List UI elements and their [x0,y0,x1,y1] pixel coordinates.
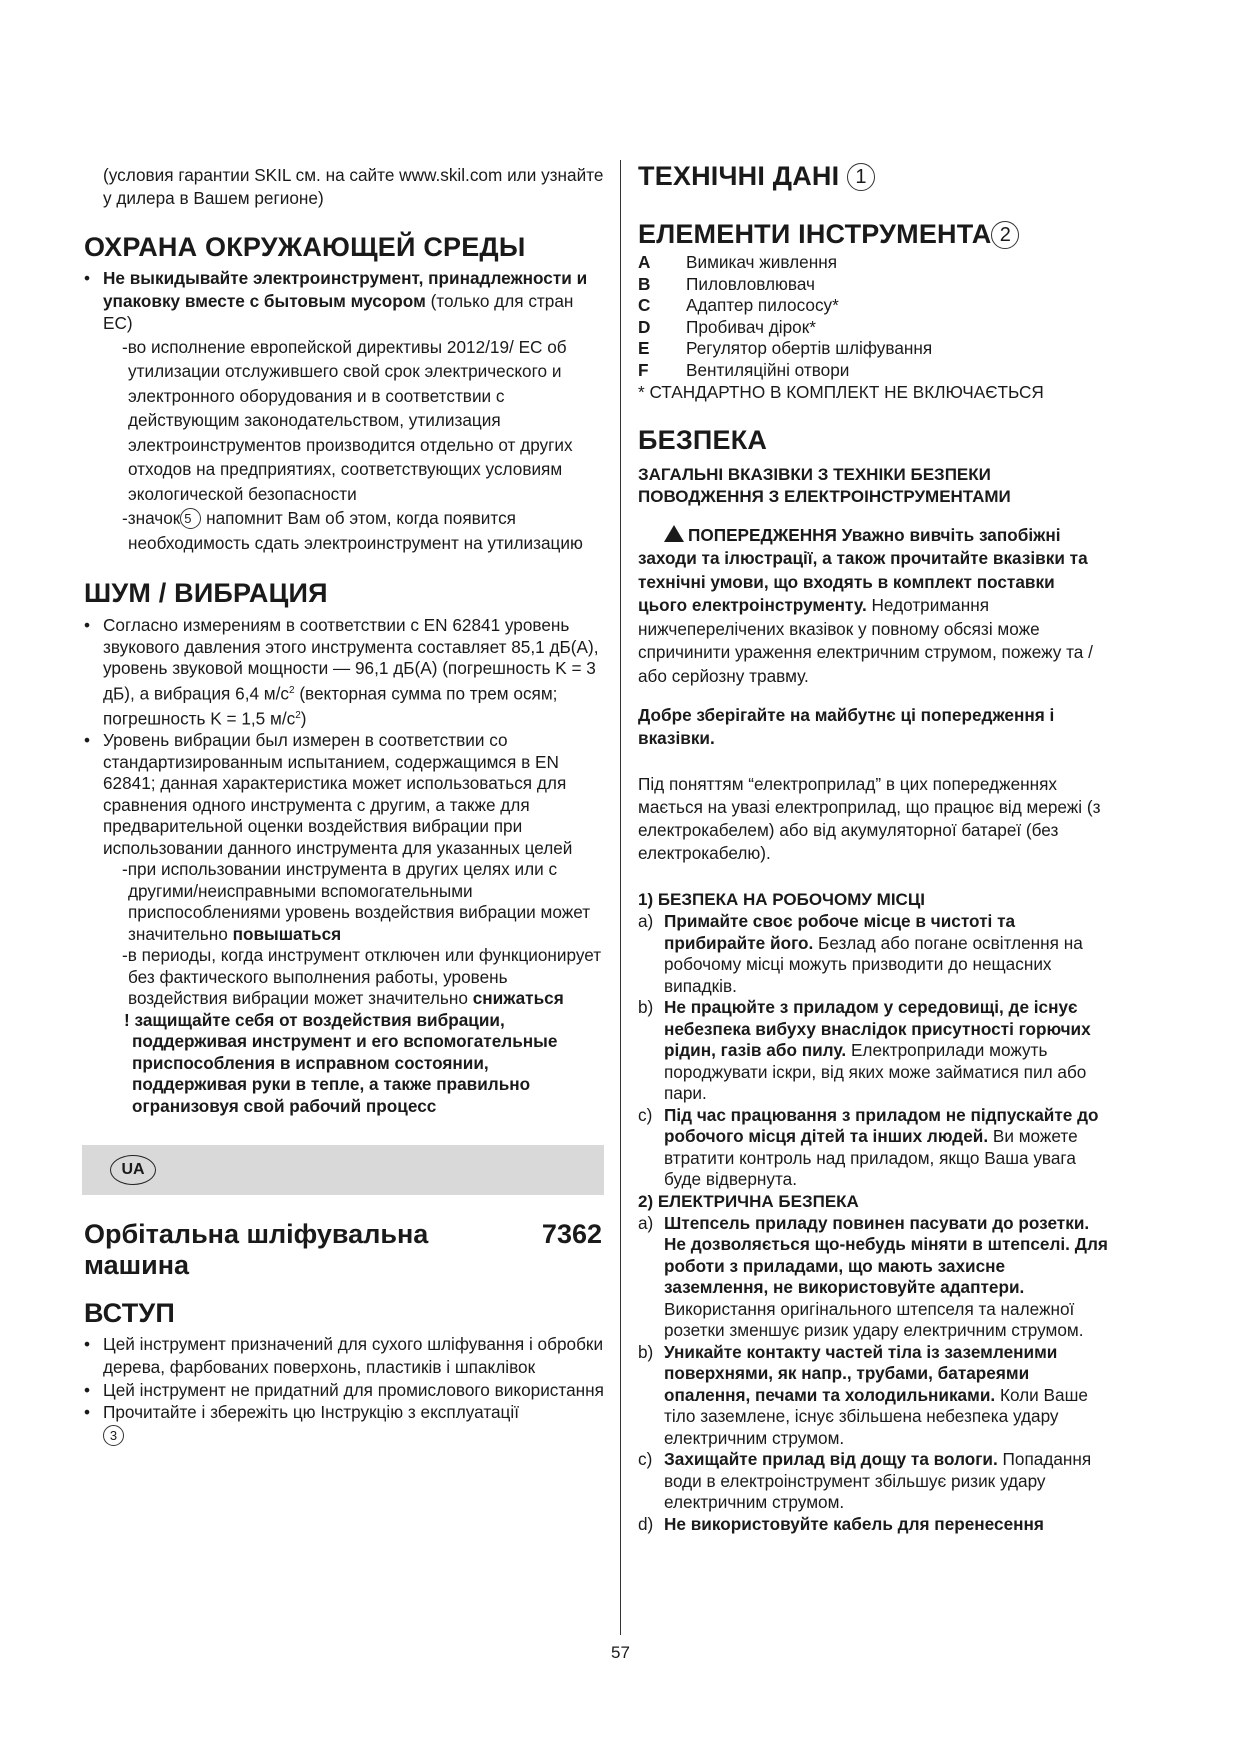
element-key: F [638,359,649,380]
circled-number-5: 5 [180,508,201,529]
element-row [638,317,1108,339]
element-label: Вимикач живлення [686,252,838,272]
noise-dash-1-bold: повышаться [232,923,342,944]
element-label: Вентиляційні отвори [686,359,850,380]
intro-bullet-1: • Цей інструмент призначений для сухого шліфування і обробки дерева, фарбованих поверхонь, пластиків і шпаклівок [84,1333,604,1378]
electric-item [638,1514,1108,1536]
item-label: d) [638,1513,654,1534]
noise-heading: ШУМ / ВИБРАЦИЯ [84,578,328,609]
electric-item [638,1449,1108,1514]
intro-bullet-3-text: Прочитайте і збережіть цю Інструкцію з експлуатації [103,1402,519,1423]
item-label: a) [638,1212,654,1233]
env-dash-1: -во исполнение европейской директивы 2012/19/ ЕС об утилизации отслужившего свой срок электрического и электронного оборудования и в соответствии с действующим законодательством, утилизация электроинструментов производится отдельно от других отходов на предприятиях, соответствующих условиям экологической безопасности [122,336,573,504]
noise-dash-1-text: -при использовании инструмента в других целях или с другими/неисправными вспомогательными приспособлениями уровень воздействия вибрации может значительно [122,859,591,944]
warning-rest: Недотримання нижчеперелічених вказівок у повному обсязі може спричинити ураження електричним струмом, пожежу та / або серйозну травму. [638,595,1093,686]
element-row [638,252,1108,274]
circled-number-1: 1 [847,163,875,191]
electric-item [638,1342,1108,1450]
item-rest: Ви можете втратити контроль над приладом, якщо Ваша увага буде відвернута. [664,1126,1078,1190]
env-bullet-bold: Не выкидывайте электроинструмент, принадлежности и упаковку вместе с бытовым мусором [103,268,588,311]
element-key: A [638,252,651,272]
element-row [638,338,1108,360]
item-rest: Безлад або погане освітлення на робочому місці можуть призводити до нещасних випадків. [664,932,1083,996]
noise-dash-2 [84,945,604,1010]
warning-triangle-icon [664,525,684,542]
noise-bullet-1-a: Согласно измерениям в соответствии с EN 62841 уровень звукового давления этого инструмента составляет 85,1 дБ(A), уровень звуковой мощности — 96,1 дБ(A) (погрешность K = 3 дБ), а вибрация 6,4 м/с [103,615,599,704]
tech-data-heading-text: ТЕХНІЧНІ ДАНІ [638,161,840,191]
item-bold: Не використовуйте кабель для перенесення [664,1513,1044,1534]
work-item [638,997,1108,1105]
element-row [638,360,1108,382]
env-dash-2-pre: -значок [122,508,181,529]
superscript: 2 [289,684,295,696]
intro-bullet-2: • Цей інструмент не придатний для промислового використання [84,1379,604,1402]
work-item [638,911,1108,997]
noise-bullet-1-b: (векторная сумма по трем осям; погрешность K = 1,5 м/с [103,683,558,729]
noise-protection-note: ! защищайте себя от воздействия вибрации, поддерживая инструмент и его вспомогательные приспособления в исправном состоянии, поддерживая руки в тепле, а также правильно огранизовуя свой рабочий процесс [124,1009,558,1116]
item-rest: Електроприлади можуть породжувати іскри, від яких може займатися пил або пари. [664,1040,1087,1104]
language-bar [82,1145,604,1195]
item-label: c) [638,1104,653,1125]
ua-language-badge: UA [110,1155,156,1185]
work-area-list [638,911,1108,1191]
keep-instructions [638,704,1108,749]
warranty-note: (условия гарантии SKIL см. на сайте www.skil.com или узнайте у дилера в Вашем регионе) [103,165,604,208]
item-rest: Коли Ваше тіло заземлене, існує збільшена небезпека удару електричним струмом. [664,1384,1088,1448]
env-bullet [84,267,604,335]
product-name: Орбітальна шліфувальна машина [84,1219,429,1281]
elements-note: * СТАНДАРТНО В КОМПЛЕКТ НЕ ВКЛЮЧАЄТЬСЯ [638,382,1044,402]
elements-heading [638,218,1108,250]
left-column [84,164,604,1446]
item-bold: Захищайте прилад від дощу та вологи. [664,1449,998,1470]
warning-paragraph [638,524,1108,689]
element-label: Пиловловлювач [686,273,815,294]
element-row [638,295,1108,317]
env-dash-2-post: напомнит Вам об этом, когда появится необходимость сдать электроинструмент на утилизацию [128,508,583,553]
element-key: C [638,295,651,315]
product-code: 7362 [541,1219,602,1250]
general-safety-heading: ЗАГАЛЬНІ ВКАЗІВКИ З ТЕХНІКИ БЕЗПЕКИ ПОВОДЖЕННЯ З ЕЛЕКТРОІНСТРУМЕНТАМИ [638,464,1011,506]
env-heading: ОХРАНА ОКРУЖАЮЩЕЙ СРЕДЫ [84,232,526,263]
warning-bold: ПОПЕРЕДЖЕННЯ Уважно вивчіть запобіжні заходи та ілюстрації, а також прочитайте вказівки та технічні умови, що входять в комплект поставки цього електроінструменту. [638,524,1088,616]
item-label: b) [638,1341,654,1362]
intro-heading: ВСТУП [84,1298,175,1329]
item-label: b) [638,997,654,1018]
item-bold: Примайте своє робоче місце в чистоті та прибирайте його. [664,911,1016,953]
circled-number-2: 2 [991,221,1019,249]
page-number: 57 [611,1643,630,1662]
electric-item [638,1213,1108,1342]
element-label: Регулятор обертів шліфування [686,338,933,358]
element-key: B [638,273,651,294]
intro-bullet-3 [84,1401,604,1446]
work-item [638,1105,1108,1191]
item-bold: Уникайте контакту частей тіла із заземленими поверхнями, як напр., трубами, батареями опалення, печами та холодильниками. [664,1341,1058,1405]
item-bold: Штепсель приладу повинен пасувати до розетки. Не дозволяється що-небудь міняти в штепселі. Для роботи з приладами, що мають захисне заземлення, не використовуйте адаптери. [664,1212,1108,1298]
electric-safety-heading: 2) ЕЛЕКТРИЧНА БЕЗПЕКА [638,1191,859,1211]
element-label: Адаптер пилососу* [686,295,839,315]
noise-bullet-1-c: ) [300,708,307,729]
work-area-heading: 1) БЕЗПЕКА НА РОБОЧОМУ МІСЦІ [638,890,925,910]
elements-heading-text: ЕЛЕМЕНТИ ІНСТРУМЕНТА [638,219,992,249]
item-label: c) [638,1449,653,1470]
env-bullet-rest: (только для стран ЕС) [103,290,574,334]
item-bold: Під час працювання з приладом не підпускайте до робочого місця дітей та інших людей. [664,1104,1099,1147]
item-rest: Попадання води в електроінструмент збільшує ризик удару електричним струмом. [664,1449,1092,1513]
noise-bullet-2: • Уровень вибрации был измерен в соответствии со стандартизированным испытанием, содержащимся в EN 62841; данная характеристика может использоваться для сравнения одного инструмента с другим, а также для предварительной оценки воздействия вибрации при использовании данного инструмента для указанных целей [84,730,604,859]
keep-instructions-text: Добре зберігайте на майбутнє ці попередження і вказівки. [638,705,1055,748]
electric-safety-list [638,1213,1108,1536]
noise-bullet-1 [84,615,604,730]
element-key: E [638,338,650,358]
noise-dash-2-bold: снижаться [472,988,564,1009]
env-dash-2 [84,506,604,555]
product-title [84,1219,604,1281]
item-bold: Не працюйте з приладом у середовищі, де існує небезпека вибуху внаслідок присутності горючих рідин, газів або пилу. [664,997,1091,1061]
definition-paragraph: Під поняттям “електроприлад” в цих попередженнях мається на увазі електроприлад, що працює від мережі (з електрокабелем) або від акумуляторної батареї (без електрокабелю). [638,774,1101,864]
column-divider [620,160,621,1635]
element-label: Пробивач дірок* [686,316,816,337]
item-rest: Використання оригінального штепселя та належної розетки зменшує ризик удару електричним струмом. [664,1298,1084,1341]
safety-heading: БЕЗПЕКА [638,424,768,455]
element-key: D [638,316,651,337]
item-label: a) [638,911,654,932]
noise-dash-2-text: -в периоды, когда инструмент отключен или функционирует без фактического выполнения работы, уровень воздействия вибрации может значительно [122,945,602,1009]
right-column [638,160,1108,1535]
circled-number-3: 3 [103,1425,124,1446]
tech-data-heading [638,160,1108,192]
superscript: 2 [295,710,301,722]
elements-list [638,252,1108,381]
noise-dash-1 [84,859,604,945]
element-row [638,274,1108,296]
